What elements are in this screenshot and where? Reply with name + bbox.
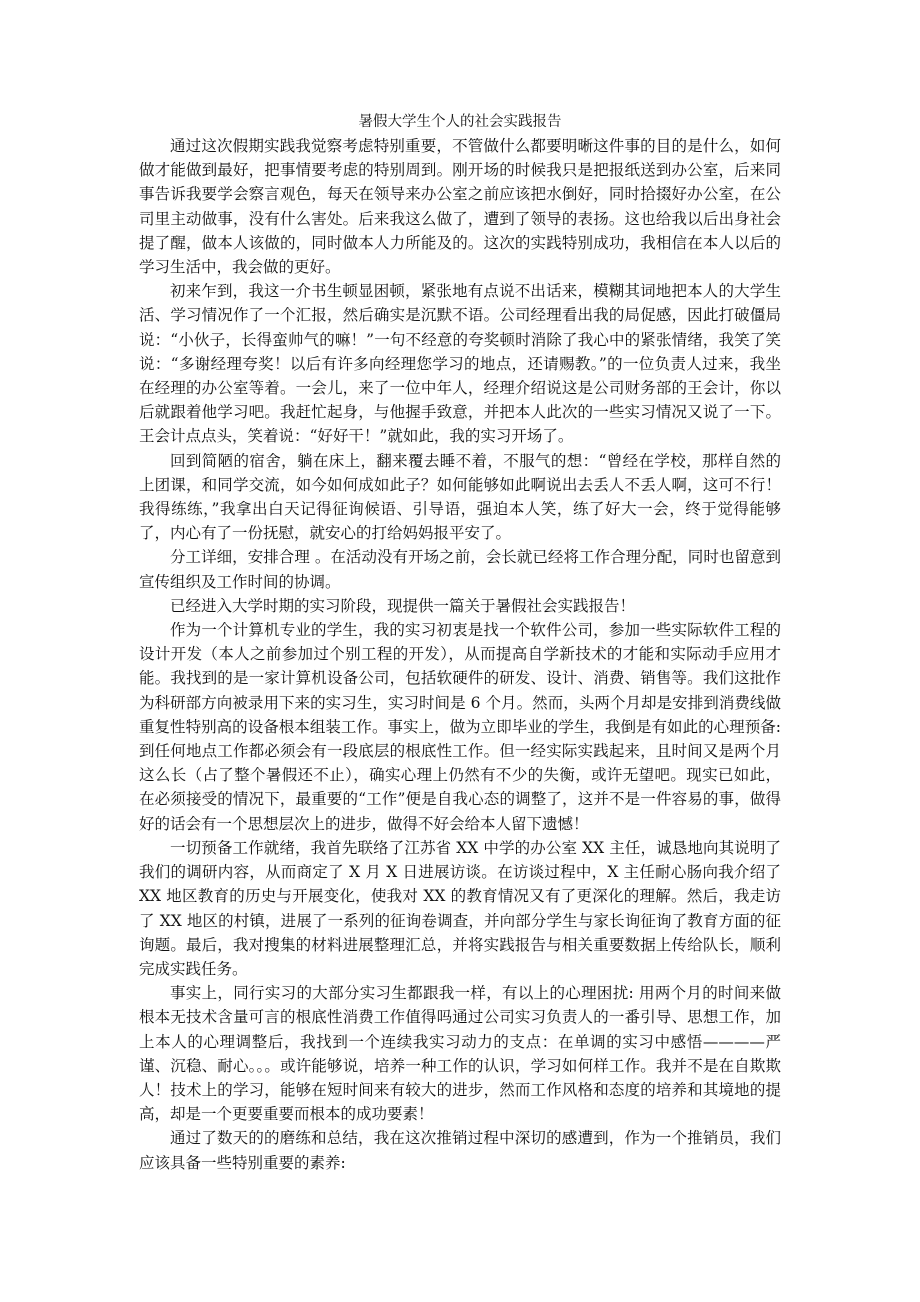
paragraph: 事实上，同行实习的大部分实习生都跟我一样，有以上的心理困扰: 用两个月的时间来做根本无技术含量可言的根底性消费工作值得吗通过公司实习负责人的一番引导、思想工作，加上本人的心理调整后，我找到一个连续我实习动力的支点：在单调的实习中感悟————严谨、沉稳、耐心。。。或许能够说，培养一种工作的认识，学习如何样工作。我并不是在自欺欺人！技术上的学习，能够在短时间来有较大的进步，然而工作风格和态度的培养和其境地的提高，却是一个更要重要而根本的成功要素！: [139, 984, 781, 1124]
paragraph: 一切预备工作就绪，我首先联络了江苏省 XX 中学的办公室 XX 主任，诚恳地向其说明了我们的调研内容，从而商定了 X 月 X 日进展访谈。在访谈过程中，X 主任耐心肠向我介绍了 XX 地区教育的历史与开展变化，使我对 XX 的教育情况又有了更深化的理解。然后，我走访了 XX 地区的村镇，进展了一系列的征询卷调查，并向部分学生与家长询征询了教育方面的征询题。最后，我对搜集的材料进展整理汇总，并将实践报告与相关重要数据上传给队长，顺利完成实践任务。: [139, 838, 781, 978]
paragraph: 通过了数天的的磨练和总结，我在这次推销过程中深切的感遭到，作为一个推销员，我们应该具备一些特别重要的素养:: [139, 1129, 781, 1172]
paragraph: 初来乍到，我这一介书生顿显困顿，紧张地有点说不出话来，模糊其词地把本人的大学生活、学习情况作了一个汇报，然后确实是沉默不语。公司经理看出我的局促感，因此打破僵局说：“小伙子，长得蛮帅气的嘛！”一句不经意的夸奖顿时消除了我心中的紧张情绪，我笑了笑说：“多谢经理夸奖！以后有许多向经理您学习的地点，还请赐教。”的一位负责人过来，我坐在经理的办公室等着。一会儿，来了一位中年人，经理介绍说这是公司财务部的王会计，你以后就跟着他学习吧。我赶忙起身，与他握手致意，并把本人此次的一些实习情况又说了一下。王会计点点头，笑着说：“好好干！”就如此，我的实习开场了。: [139, 282, 781, 446]
document-body: [139, 110, 781, 1175]
paragraph: 回到简陋的宿舍，躺在床上，翻来覆去睡不着，不服气的想：“曾经在学校，那样自然的上团课，和同学交流，如今如何成如此子？如何能够如此啊说出去丢人不丢人啊，这可不行！我得练练，”我拿出白天记得征询候语、引导语，强迫本人笑，练了好大一会，终于觉得能够了，内心有了一份抚慰，就安心的打给妈妈报平安了。: [139, 451, 781, 543]
paragraph: 作为一个计算机专业的学生，我的实习初衷是找一个软件公司，参加一些实际软件工程的设计开发（本人之前参加过个别工程的开发），从而提高自学新技术的才能和实际动手应用才能。我找到的是一家计算机设备公司，包括软硬件的研发、设计、消费、销售等。我们这批作为科研部方向被录用下来的实习生，实习时间是 6 个月。然而，头两个月却是安排到消费线做重复性特别高的设备根本组装工作。事实上，做为立即毕业的学生，我倒是有如此的心理预备: 到任何地点工作都必须会有一段底层的根底性工作。但一经实际实践起来，且时间又是两个月这么长（占了整个暑假还不止），确实心理上仍然有不少的失衡，或许无望吧。现实已如此，在必须接受的情况下，最重要的“工作”便是自我心态的调整了，这并不是一件容易的事，做得好的话会有一个思想层次上的进步，做得不好会给本人留下遗憾！: [139, 621, 781, 833]
paragraph: 分工详细，安排合理 。在活动没有开场之前，会长就已经将工作合理分配，同时也留意到宣传组织及工作时间的协调。: [139, 548, 781, 591]
paragraph: 已经进入大学时期的实习阶段，现提供一篇关于暑假社会实践报告！: [170, 596, 636, 615]
document-title: 暑假大学生个人的社会实践报告: [358, 114, 562, 130]
paragraph: 通过这次假期实践我觉察考虑特别重要，不管做什么都要明晰这件事的目的是什么，如何做才能做到最好，把事情要考虑的特别周到。刚开场的时候我只是把报纸送到办公室，后来同事告诉我要学会察言观色，每天在领导来办公室之前应该把水倒好，同时拾掇好办公室，在公司里主动做事，没有什么害处。后来我这么做了，遭到了领导的表扬。这也给我以后出身社会提了醒，做本人该做的，同时做本人力所能及的。这次的实践特别成功，我相信在本人以后的学习生活中，我会做的更好。: [139, 137, 781, 277]
